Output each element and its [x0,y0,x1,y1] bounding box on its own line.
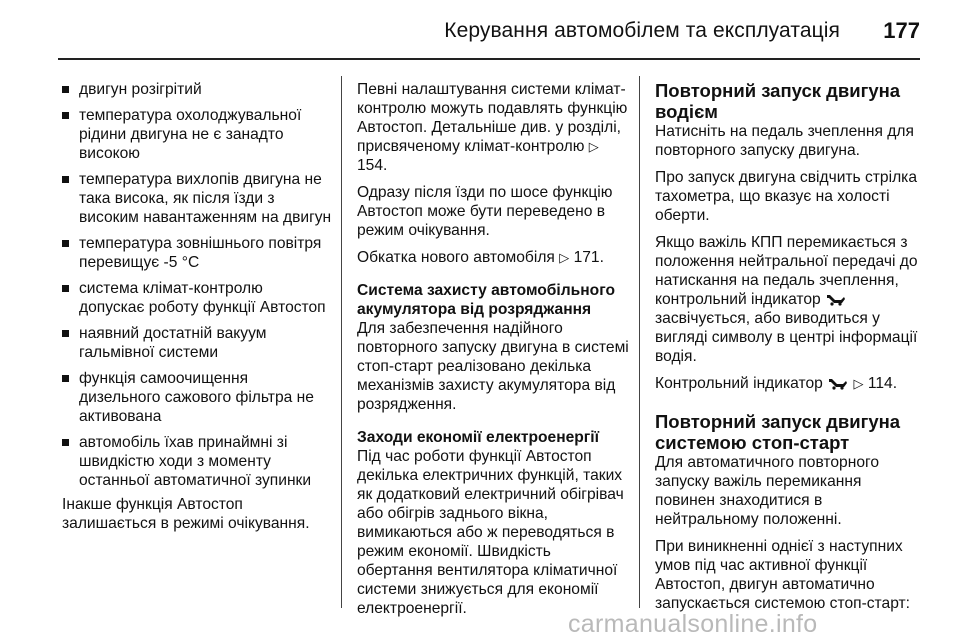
paragraph [357,248,629,267]
page-reference[interactable]: 171. [573,249,604,266]
paragraph-text: Якщо важіль КПП перемикається з положення нейтральної передачі до натискання на педаль зчеплення, контрольний індикатор [655,234,918,308]
list-item: температура охолоджувальної рідини двигуна не є занадто високою [62,106,332,163]
closing-paragraph: Інакше функція Автостоп залишається в режимі очікування. [62,496,310,532]
section-heading: Повторний запуск двигуна системою стоп-старт [655,411,901,453]
autostop-car-icon [827,376,849,390]
page-reference[interactable]: 154. [357,157,388,174]
list-item: температура вихлопів двигуна не така висока, як після їзди з високим навантаженням на двигун [62,170,332,227]
condition-list [62,80,332,490]
paragraph: Під час роботи функції Автостоп декілька електричних функцій, таких як додатковий електричний обігрівач або обігрів заднього вікна, вимикаються або ж переводяться в режим економії. Швидкість обертання вентилятора кліматичної системи знижується для економії електроенергії. [357,448,624,617]
paragraph: Одразу після їзди по шосе функцію Автостоп може бути переведено в режим очікування. [357,184,613,239]
paragraph [655,374,925,393]
paragraph [357,80,629,175]
header-rule [58,58,920,60]
column-1 [62,80,332,541]
triangle-right-icon: ▷ [559,250,570,265]
subsection-title: Система захисту автомобільного акумулятора від розряджання [357,282,616,318]
header-title: Керування автомобілем та експлуатація [444,19,840,42]
paragraph-text: Певні налаштування системи клімат-контролю можуть подавлять функцію Автостоп. Детальніше див. у розділі, присвяченому клімат-контролю [357,81,628,155]
subsection-title: Заходи економії електроенергії [357,429,600,446]
paragraph: Про запуск двигуна свідчить стрілка тахометра, що вказує на холості оберти. [655,169,918,224]
paragraph-text: засвічується, або виводиться у вигляді символу в центрі інформації водія. [655,310,918,365]
page-reference[interactable]: 114. [867,375,898,392]
paragraph: При виникненні однієї з наступних умов під час активної функції Автостоп, двигун автоматично запускається системою стоп-старт: [655,538,910,612]
column-3 [655,80,925,621]
list-item: температура зовнішнього повітря перевищує -5 °C [62,234,332,272]
page-header [0,0,960,64]
list-item: наявний достатній вакуум гальмівної системи [62,324,332,362]
triangle-right-icon: ▷ [588,139,599,154]
column-2 [357,80,629,626]
list-item: двигун розігрітий [62,80,332,99]
paragraph: Для автоматичного повторного запуску важіль перемикання повинен знаходитися в нейтральному положенні. [655,454,880,528]
triangle-right-icon: ▷ [853,376,864,391]
paragraph: Для забезпечення надійного повторного запуску двигуна в системі стоп-старт реалізовано декілька механізмів захисту акумулятора від розрядження. [357,320,629,413]
column-divider-left [341,76,342,608]
page-number: 177 [883,18,920,43]
paragraph [655,233,925,366]
list-item: автомобіль їхав принаймні зі швидкістю ходи з моменту останньої автоматичної зупинки [62,433,332,490]
autostop-car-icon [825,292,847,306]
paragraph-text: Контрольний індикатор [655,375,823,392]
list-item: функція самоочищення дизельного сажового фільтра не активована [62,369,332,426]
paragraph-text: Обкатка нового автомобіля [357,249,555,266]
list-item: система клімат-контролю допускає роботу функції Автостоп [62,279,332,317]
column-divider-right [639,76,640,608]
section-heading: Повторний запуск двигуна водієм [655,80,901,122]
watermark: carmanualsonline.info [568,610,818,638]
paragraph: Натисніть на педаль зчеплення для повторного запуску двигуна. [655,123,914,159]
